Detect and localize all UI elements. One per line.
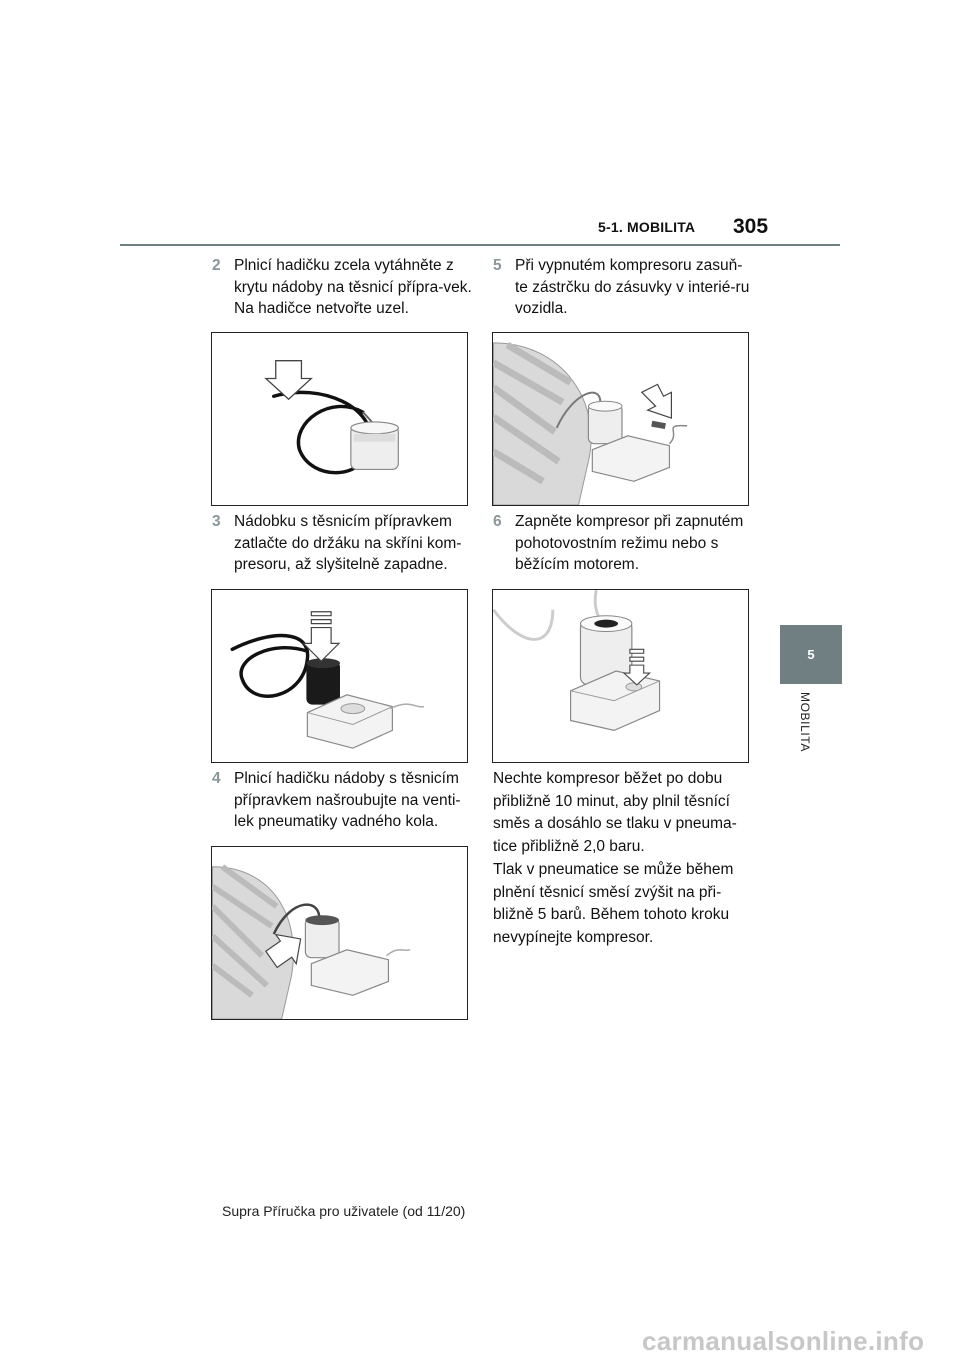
section-title: 5-1. MOBILITA: [598, 219, 696, 235]
figure-plug-socket: [492, 332, 749, 506]
paragraph-runtime: Nechte kompresor běžet po dobu přibližně 10 minut, aby plnil těsnící směs a dosáhlo se tlaku v pneuma-tice přibližně 2,0 baru.: [493, 770, 737, 855]
step-text: Plnicí hadičku nádoby s těsnicím přípravkem našroubujte na venti-lek pneumatiky vadného kola.: [234, 770, 461, 830]
step-number: 3: [212, 513, 221, 530]
figure-valve-connect: [211, 846, 468, 1020]
step-number: 5: [493, 257, 502, 274]
header-divider: [120, 244, 840, 246]
chapter-number: 5: [807, 647, 815, 662]
chapter-label: [760, 690, 830, 770]
figure-container-insert: [211, 589, 468, 763]
chapter-label-text: MOBILITA: [798, 692, 812, 752]
step-number: 4: [212, 770, 221, 787]
figure-compressor-on: [492, 589, 749, 763]
step-text: Nádobku s těsnicím přípravkem zatlačte do držáku na skříni kom-presoru, až slyšitelně zapadne.: [234, 513, 462, 573]
figure-hose-pull-out: [211, 332, 468, 506]
step-number: 6: [493, 513, 502, 530]
step-number: 2: [212, 257, 221, 274]
page-number: 305: [733, 215, 769, 238]
chapter-tab[interactable]: [780, 625, 842, 684]
step-text: Zapněte kompresor při zapnutém pohotovostním režimu nebo s běžícím motorem.: [515, 513, 744, 573]
paragraph-pressure-note: Tlak v pneumatice se může během plnění těsnicí směsí zvýšit na při-bližně 5 barů. Během tohoto kroku nevypínejte kompresor.: [493, 861, 734, 946]
footer-manual-title: Supra Příručka pro uživatele (od 11/20): [222, 1203, 466, 1219]
step-text: Při vypnutém kompresoru zasuň-te zástrčku do zásuvky v interié-ru vozidla.: [515, 257, 750, 317]
watermark: carmanualsonline.info: [642, 1326, 925, 1356]
step-text: Plnicí hadičku zcela vytáhněte z krytu nádoby na těsnicí přípra-vek. Na hadičce netvořte uzel.: [234, 257, 472, 317]
